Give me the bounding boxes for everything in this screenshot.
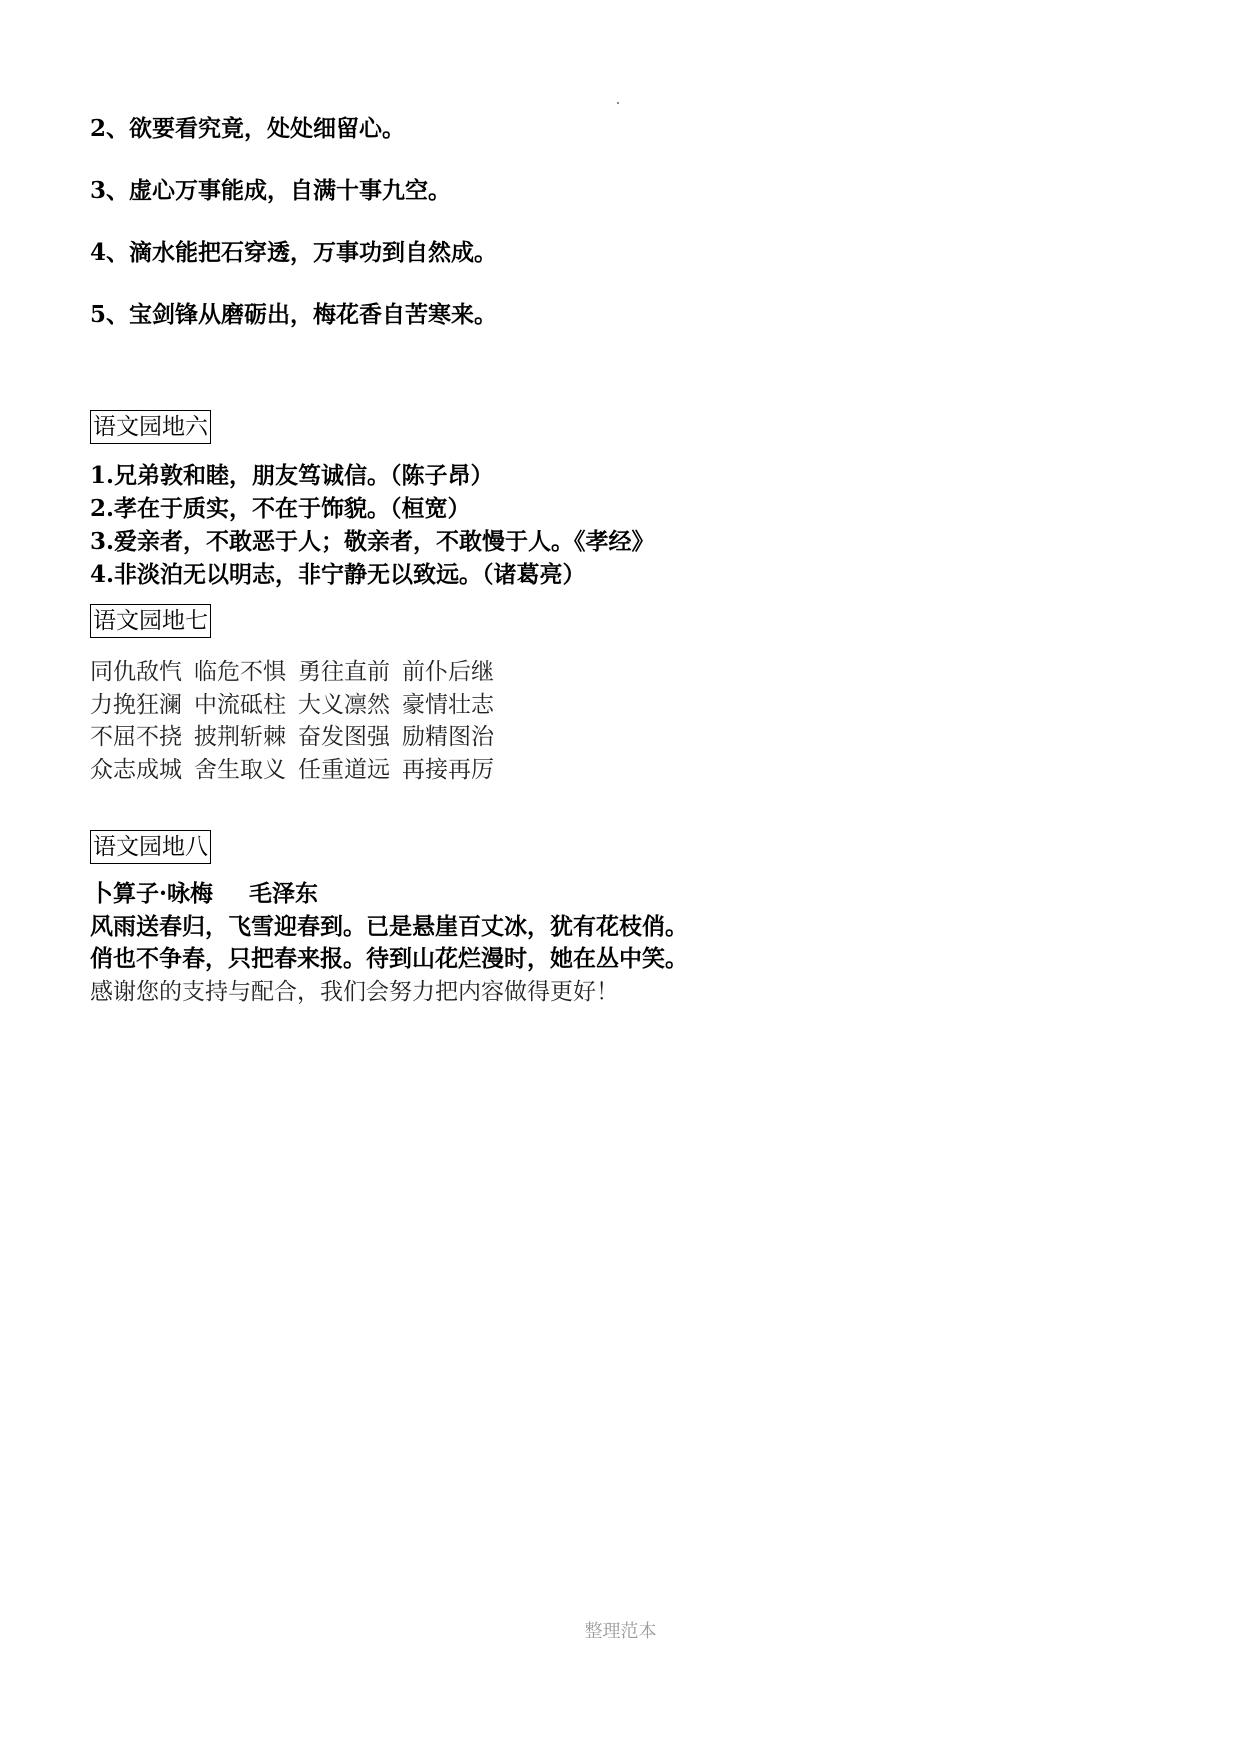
poem-line: 俏也不争春，只把春来报。待到山花烂漫时，她在丛中笑。 — [90, 945, 688, 972]
section-heading-6: 语文园地六 — [90, 410, 211, 444]
idiom: 奋发图强 — [298, 724, 390, 750]
section-heading-7: 语文园地七 — [90, 604, 211, 638]
quote-line: 4.非淡泊无以明志，非宁静无以致远。（诸葛亮） — [90, 561, 586, 588]
proverb-line: 2、欲要看究竟，处处细留心。 — [90, 115, 406, 142]
idiom-row — [90, 689, 506, 722]
idiom: 同仇敌忾 — [90, 659, 182, 685]
proverb-line: 3、虚心万事能成，自满十事九空。 — [90, 177, 452, 204]
idiom: 励精图治 — [402, 724, 494, 750]
poem-title: 卜算子·咏梅 — [90, 880, 214, 907]
idiom-row — [90, 754, 506, 787]
idiom: 披荆斩棘 — [194, 724, 286, 750]
idiom-row — [90, 656, 506, 689]
idiom: 临危不惧 — [194, 659, 286, 685]
poem-block — [90, 878, 688, 1008]
idiom-row — [90, 721, 506, 754]
idiom: 力挽狂澜 — [90, 691, 182, 718]
idiom: 大义凛然 — [298, 691, 390, 718]
idiom: 前仆后继 — [402, 659, 494, 685]
idiom: 勇往直前 — [298, 659, 390, 685]
idiom: 中流砥柱 — [194, 691, 286, 718]
thanks-note: 感谢您的支持与配合，我们会努力把内容做得更好！ — [90, 978, 619, 1005]
quote-line: 2.孝在于质实，不在于饰貌。（桓宽） — [90, 495, 471, 522]
stray-dot — [617, 102, 619, 104]
idiom: 不屈不挠 — [90, 724, 182, 750]
idiom: 任重道远 — [298, 756, 390, 783]
section-heading-8: 语文园地八 — [90, 830, 211, 864]
proverb-line: 4、滴水能把石穿透，万事功到自然成。 — [90, 239, 498, 266]
idiom: 舍生取义 — [194, 756, 286, 783]
quote-line: 3.爱亲者，不敢恶于人；敬亲者，不敢慢于人。《孝经》 — [90, 528, 655, 555]
quote-line: 1.兄弟敦和睦，朋友笃诚信。（陈子昂） — [90, 462, 494, 489]
idiom: 众志成城 — [90, 756, 182, 783]
section6-quotes — [90, 459, 655, 591]
idiom: 再接再厉 — [402, 756, 494, 783]
poem-author: 毛泽东 — [249, 880, 319, 907]
poem-title-line — [90, 878, 688, 911]
proverb-line: 5、宝剑锋从磨砺出，梅花香自苦寒来。 — [90, 301, 498, 328]
page-footer: 整理范本 — [584, 1621, 657, 1642]
poem-line: 风雨送春归，飞雪迎春到。已是悬崖百丈冰，犹有花枝俏。 — [90, 912, 688, 940]
idiom-grid — [90, 656, 506, 786]
idiom: 豪情壮志 — [402, 691, 494, 718]
